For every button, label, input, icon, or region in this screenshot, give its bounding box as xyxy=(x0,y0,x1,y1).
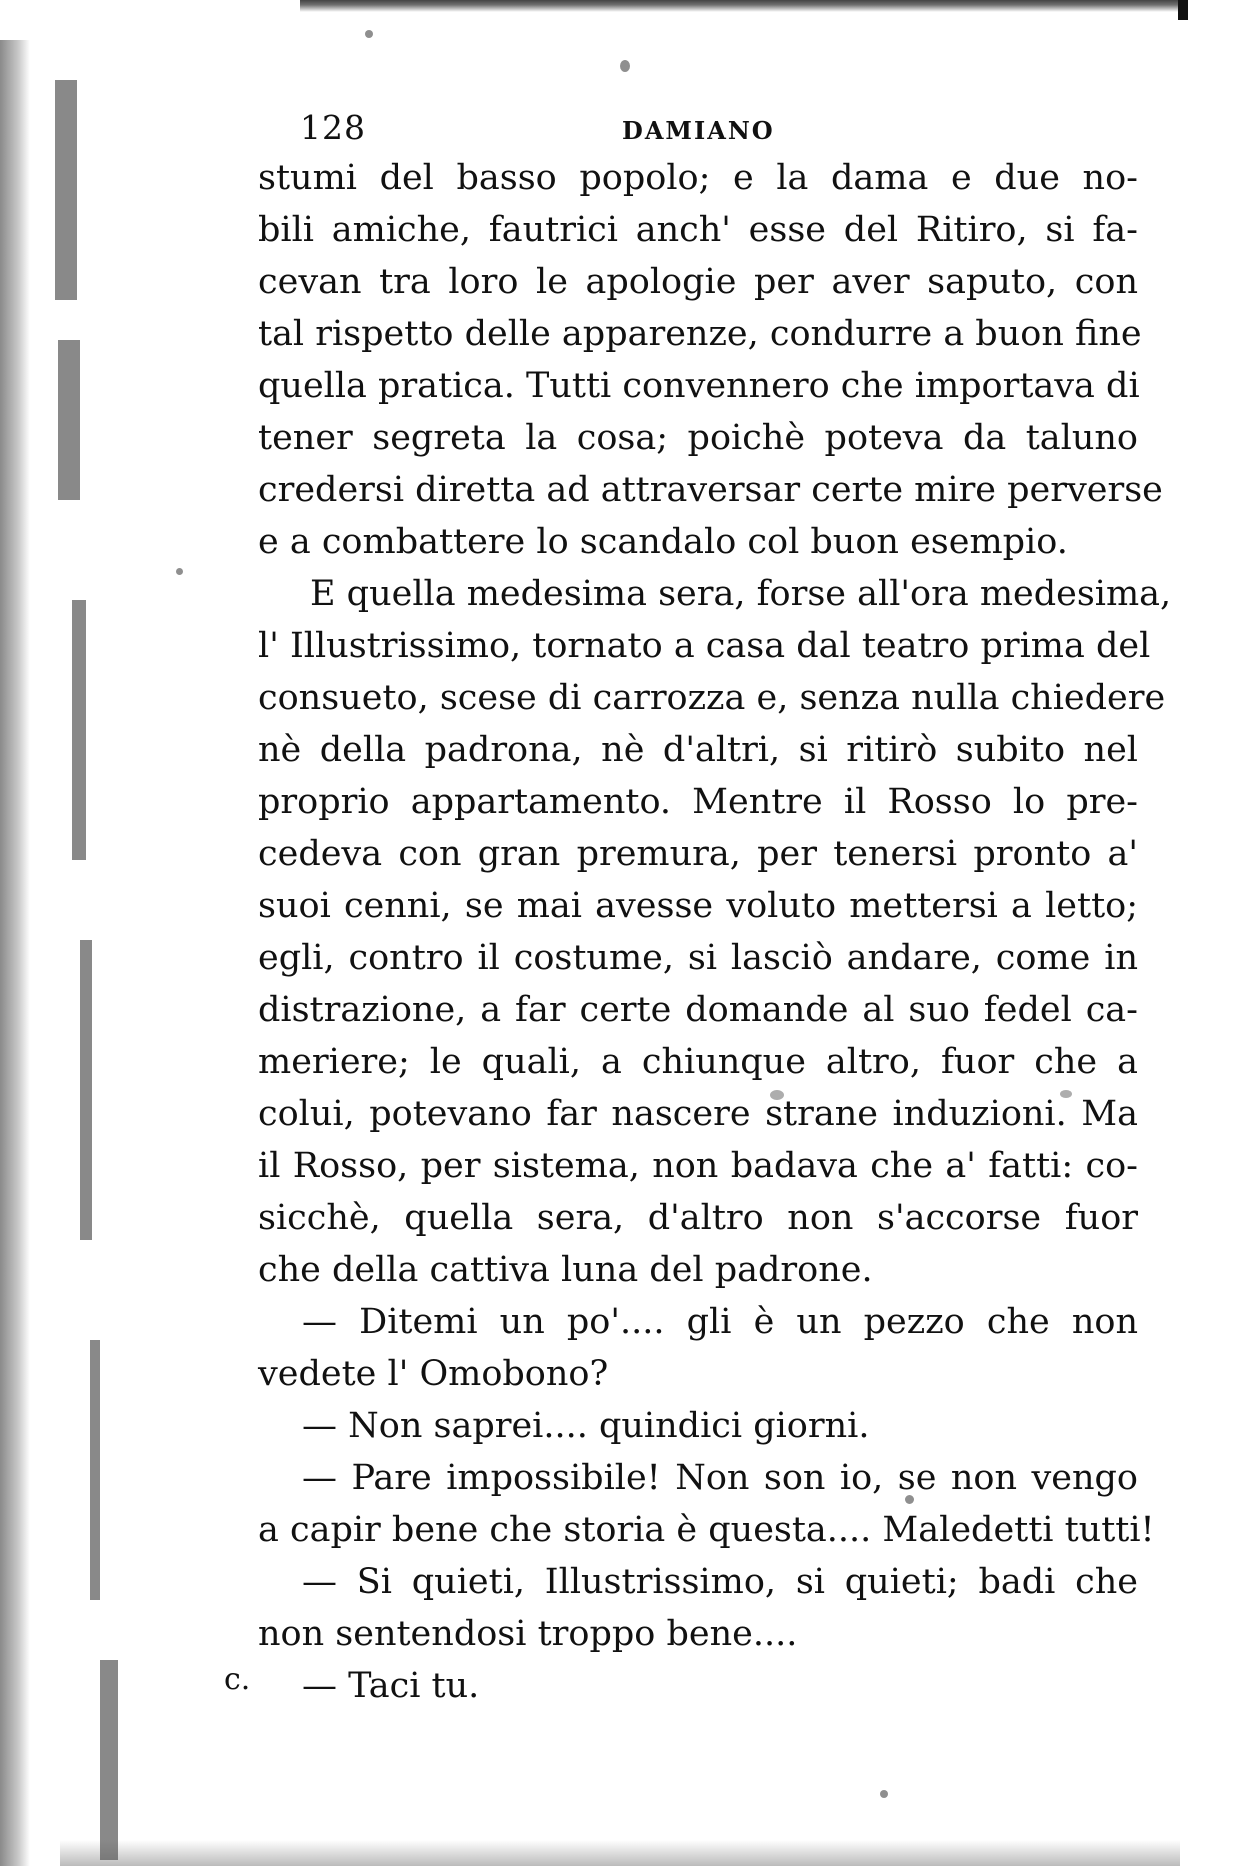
text-line: il Rosso, per sistema, non badava che a' fatti: co- xyxy=(258,1146,1138,1186)
text-line: tener segreta la cosa; poichè poteva da taluno xyxy=(258,418,1138,458)
text-line: cevan tra loro le apologie per aver saputo, con xyxy=(258,262,1138,302)
text-line: quella pratica. Tutti convennero che importava di xyxy=(258,366,1140,406)
text-line: bili amiche, fautrici anch' esse del Ritiro, si fa- xyxy=(258,210,1138,250)
binding-streak xyxy=(100,1660,118,1860)
dialogue-line: — Non saprei.... quindici giorni. xyxy=(302,1406,870,1446)
binding-gradient xyxy=(0,40,30,1866)
page-number: 128 xyxy=(300,108,366,147)
text-line: suoi cenni, se mai avesse voluto mettersi a letto; xyxy=(258,886,1138,926)
dialogue-line: — Ditemi un po'.... gli è un pezzo che non xyxy=(302,1302,1138,1342)
paragraph-first-line: E quella medesima sera, forse all'ora medesima, xyxy=(310,574,1172,614)
ink-speck xyxy=(176,568,183,575)
page-corner-shadow xyxy=(1178,0,1188,20)
text-line: sicchè, quella sera, d'altro non s'accorse fuor xyxy=(258,1198,1138,1238)
margin-mark: c. xyxy=(224,1662,251,1697)
page-bottom-edge-shadow xyxy=(60,1840,1180,1866)
text-line: l' Illustrissimo, tornato a casa dal teatro prima del xyxy=(258,626,1151,666)
text-line: consueto, scese di carrozza e, senza nulla chiedere xyxy=(258,678,1166,718)
dialogue-line: — Si quieti, Illustrissimo, si quieti; badi che xyxy=(302,1562,1138,1602)
running-head: DAMIANO xyxy=(622,116,775,145)
text-line: cedeva con gran premura, per tenersi pronto a' xyxy=(258,834,1138,874)
ink-speck xyxy=(880,1790,888,1798)
text-line: egli, contro il costume, si lasciò andare, come in xyxy=(258,938,1138,978)
text-line: e a combattere lo scandalo col buon esempio. xyxy=(258,522,1068,562)
page-header xyxy=(0,108,1247,148)
text-line: stumi del basso popolo; e la dama e due no- xyxy=(258,158,1138,198)
text-line: proprio appartamento. Mentre il Rosso lo pre- xyxy=(258,782,1138,822)
text-line: nè della padrona, nè d'altri, si ritirò subito nel xyxy=(258,730,1138,770)
text-line: a capir bene che storia è questa.... Maledetti tutti! xyxy=(258,1510,1155,1550)
binding-streak xyxy=(90,1340,100,1600)
binding-streak xyxy=(72,600,86,860)
dialogue-line: — Pare impossibile! Non son io, se non vengo xyxy=(302,1458,1138,1498)
binding-streak xyxy=(80,940,92,1240)
page-top-edge-shadow xyxy=(300,0,1180,12)
text-line: tal rispetto delle apparenze, condurre a buon fine xyxy=(258,314,1142,354)
dialogue-line: — Taci tu. xyxy=(302,1666,480,1706)
text-line: meriere; le quali, a chiunque altro, fuor che a xyxy=(258,1042,1138,1082)
body-text xyxy=(258,152,1172,1712)
ink-speck xyxy=(620,60,630,72)
text-line: credersi diretta ad attraversar certe mire perverse xyxy=(258,470,1163,510)
text-line: colui, potevano far nascere strane induzioni. Ma xyxy=(258,1094,1138,1134)
text-line: che della cattiva luna del padrone. xyxy=(258,1250,873,1290)
text-line: non sentendosi troppo bene.... xyxy=(258,1614,798,1654)
binding-streak xyxy=(58,340,80,500)
ink-speck xyxy=(365,30,373,38)
book-binding-shadow xyxy=(0,40,150,1866)
text-line: distrazione, a far certe domande al suo fedel ca- xyxy=(258,990,1138,1030)
text-line: vedete l' Omobono? xyxy=(258,1354,609,1394)
